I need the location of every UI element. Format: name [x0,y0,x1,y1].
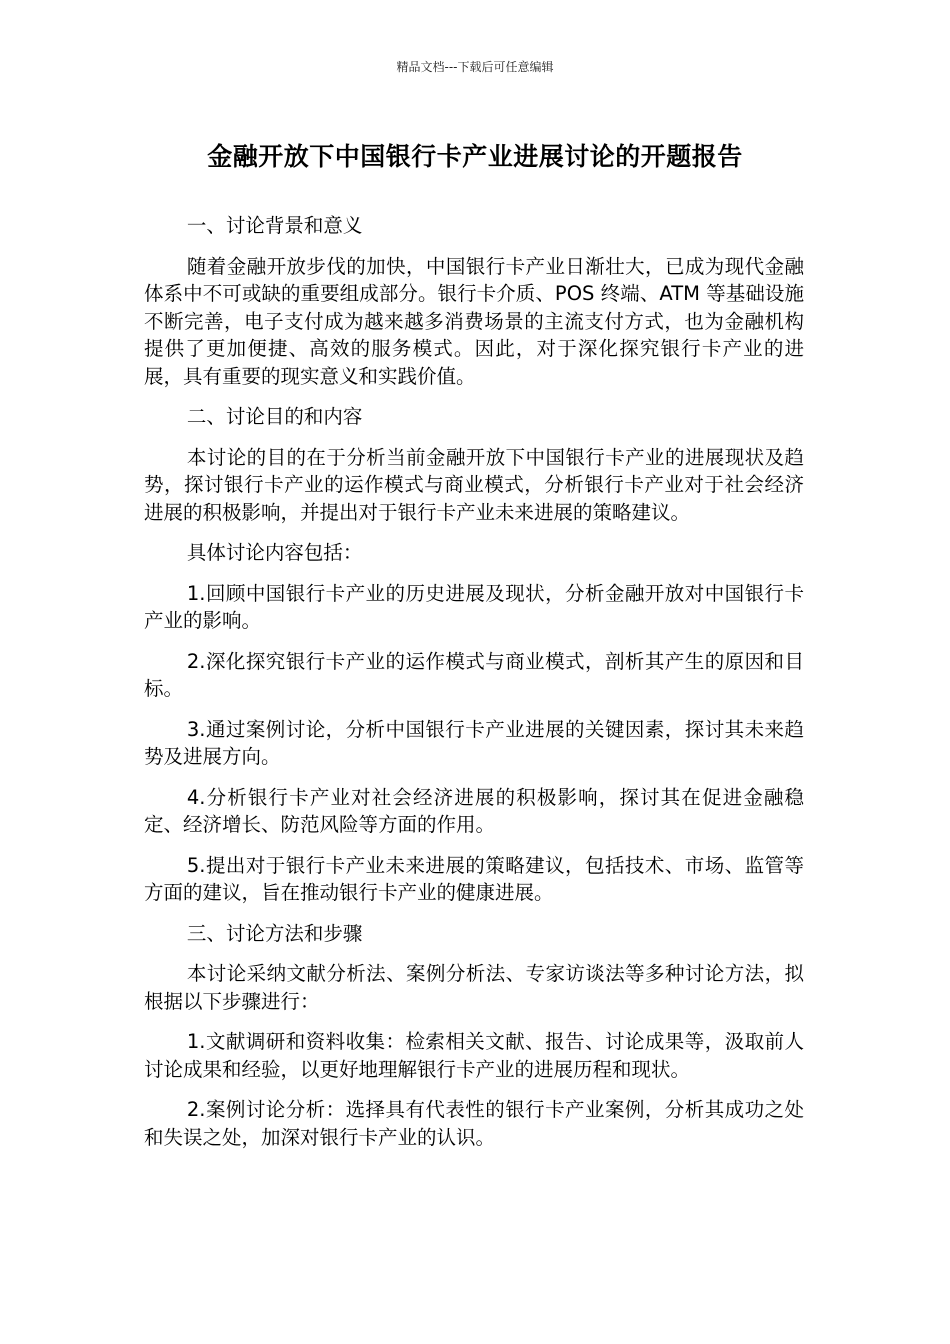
paragraph: 本讨论的目的在于分析当前金融开放下中国银行卡产业的进展现状及趋势，探讨银行卡产业的运作模式与商业模式，分析银行卡产业对于社会经济进展的积极影响，并提出对于银行卡产业未来进展的策略建议。 [144,445,804,524]
paragraph: 本讨论采纳文献分析法、案例分析法、专家访谈法等多种讨论方法，拟根据以下步骤进行： [144,962,804,1013]
page-header: 精品文档---下载后可任意编辑 [396,60,554,74]
list-item: 1.回顾中国银行卡产业的历史进展及现状，分析金融开放对中国银行卡产业的影响。 [144,581,804,632]
document-body [144,212,804,1164]
section-background [144,212,804,390]
list-item: 4.分析银行卡产业对社会经济进展的积极影响，探讨其在促进金融稳定、经济增长、防范风险等方面的作用。 [144,785,804,836]
section-heading: 二、讨论目的和内容 [186,405,363,428]
section-purpose-content [144,403,804,907]
document-title: 金融开放下中国银行卡产业进展讨论的开题报告 [207,142,743,171]
paragraph: 具体讨论内容包括： [186,541,363,564]
paragraph: 随着金融开放步伐的加快，中国银行卡产业日渐壮大，已成为现代金融体系中不可或缺的重要组成部分。银行卡介质、POS 终端、ATM 等基础设施不断完善，电子支付成为越来越多消费场景的主流支付方式，也为金融机构提供了更加便捷、高效的服务模式。因此，对于深化探究银行卡产业的进展，具有重要的现实意义和实践价值。 [144,254,804,388]
section-heading: 一、讨论背景和意义 [186,214,363,237]
section-heading: 三、讨论方法和步骤 [186,921,363,945]
list-item: 5.提出对于银行卡产业未来进展的策略建议，包括技术、市场、监管等方面的建议，旨在推动银行卡产业的健康进展。 [144,853,804,904]
list-item: 2.案例讨论分析：选择具有代表性的银行卡产业案例，分析其成功之处和失误之处，加深对银行卡产业的认识。 [144,1098,804,1149]
list-item: 1.文献调研和资料收集：检索相关文献、报告、讨论成果等，汲取前人讨论成果和经验，以更好地理解银行卡产业的进展历程和现状。 [144,1030,804,1081]
list-item: 2.深化探究银行卡产业的运作模式与商业模式，剖析其产生的原因和目标。 [144,649,804,700]
list-item: 3.通过案例讨论，分析中国银行卡产业进展的关键因素，探讨其未来趋势及进展方向。 [144,717,804,768]
section-methods-steps [144,920,804,1152]
